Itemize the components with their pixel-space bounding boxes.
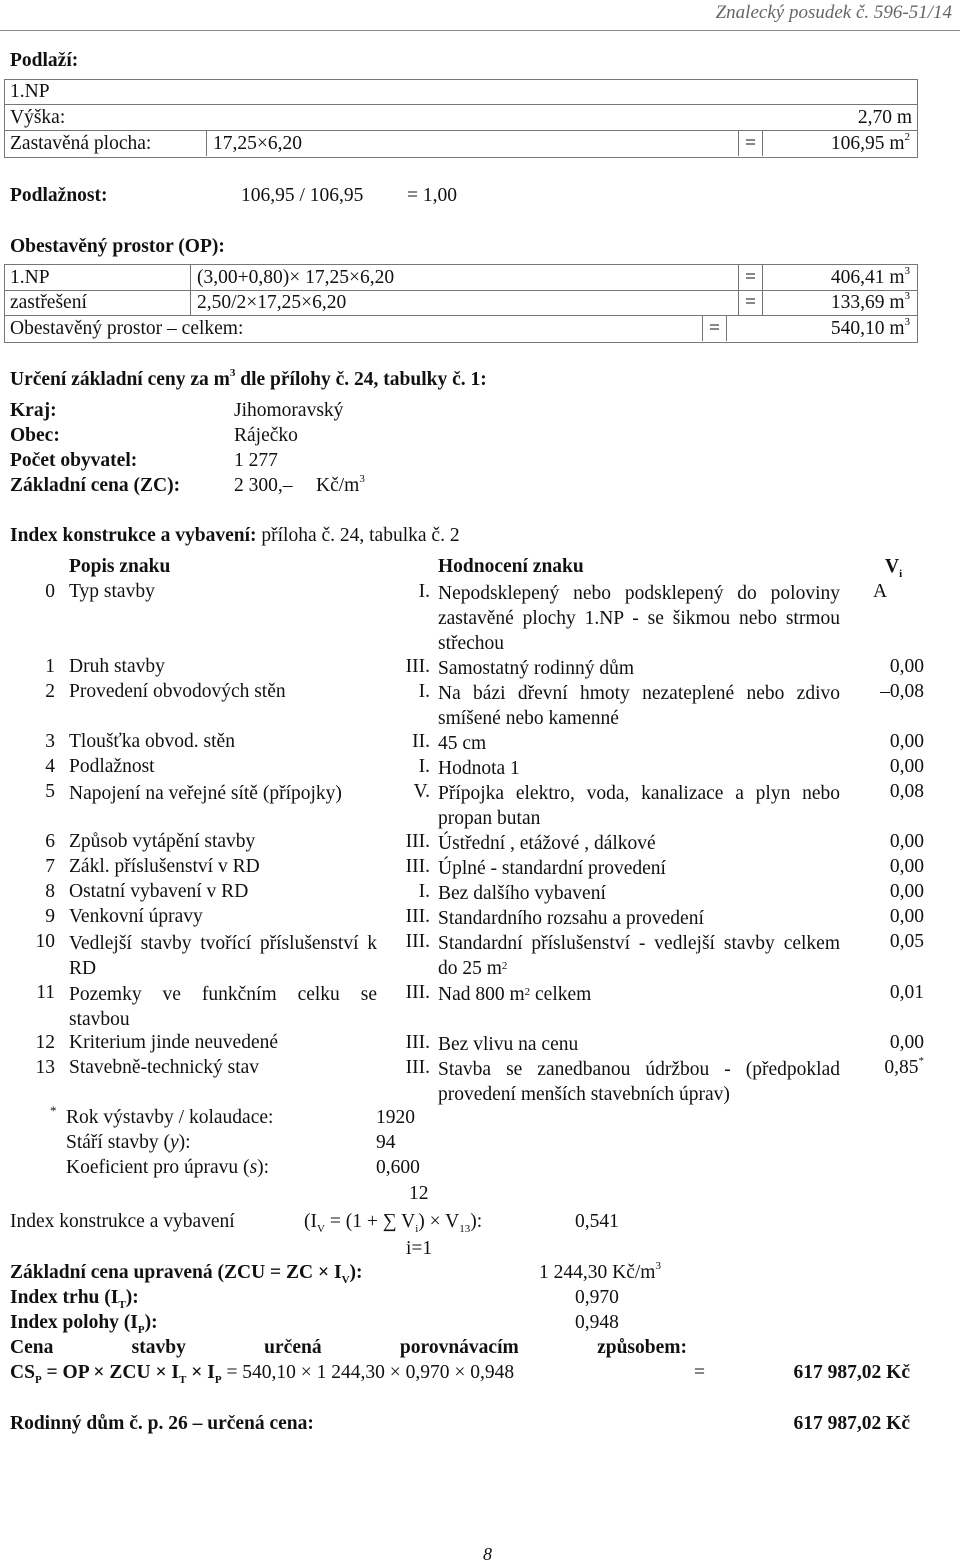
row-popis: Venkovní úpravy [69,906,203,927]
row-vi-text: 0,00 [889,1032,924,1053]
col-hodnoceni: Hodnocení znaku [438,556,584,577]
op-row-divider [5,315,917,316]
row-popis: Zákl. příslušenství v RD [69,856,260,877]
csp-eq: = [694,1362,705,1383]
row-vi [890,1032,924,1054]
row-roman: II. [412,731,430,752]
row-hodnoceni-text: 45 cm [438,733,487,754]
koef-label-a: Koeficient pro úpravu ( [66,1157,250,1178]
pocet-value: 1 277 [234,450,278,471]
stari-label [66,1132,191,1154]
row-hodnoceni-a: Nad 800 m [438,984,525,1005]
height-label: Výška: [10,107,66,128]
pol-label-a: Index polohy (I [10,1312,138,1333]
row-vi-text: 0,00 [889,731,924,752]
csp-b: = OP × ZCU × I [41,1362,180,1383]
op-row-exp: 3 [904,265,910,277]
row-hodnoceni [438,781,840,831]
row-hodnoceni-exp: 2 [524,986,531,998]
base-price-heading [10,369,487,391]
row-vi-text: 0,01 [889,982,924,1003]
row-vi-text: 0,00 [889,831,924,852]
row-hodnoceni-exp: 2 [501,960,508,972]
op-row-eq: = [745,267,756,288]
op-row-value [831,292,910,314]
row-vi [890,931,924,953]
row-vi-text: –0,08 [880,681,924,702]
floors-col-divider [738,131,739,156]
row-roman: III. [405,656,430,677]
op-col-divider [702,316,703,341]
koef-label [66,1157,269,1179]
page-number: 8 [483,1544,492,1564]
csp-a: CS [10,1362,35,1383]
header-rule [0,30,960,31]
formula-expr-b: = (1 + ∑ V [324,1211,416,1232]
age-star: * [50,1103,57,1118]
row-popis: Kriterium jinde neuvedené [69,1032,279,1053]
sum-upper: 12 [409,1183,429,1204]
row-vi [890,731,924,753]
row-number: 3 [45,731,55,752]
row-number: 7 [45,856,55,877]
row-roman: I. [418,881,430,902]
pol-sub: P [137,1323,145,1336]
row-roman: I. [418,581,430,602]
row-hodnoceni-text: Nepodsklepený nebo podsklepený do poloviny zastavěné plochy 1.NP - se šikmou nebo strmou střechou [438,583,840,654]
row-vi-text: 0,00 [889,756,924,777]
row-vi-text: A [872,581,888,602]
op-col-divider [726,316,727,341]
area-eq: = [745,133,756,154]
row-hodnoceni [438,931,840,981]
row-vi [860,581,900,603]
kraj-value: Jihomoravský [234,400,344,421]
row-vi [890,781,924,803]
col-popis: Popis znaku [69,556,171,577]
row-vi [890,881,924,903]
row-roman: III. [405,982,430,1003]
obec-value: Ráječko [234,425,298,446]
op-row-divider [5,290,917,291]
floors-heading: Podlaží: [10,50,79,71]
row-hodnoceni-text: Stavba se zanedbanou údržbou - (předpoklad provedení menších stavebních úprav) [438,1059,840,1105]
row-number: 2 [45,681,55,702]
area-value-text: 106,95 m [830,133,905,154]
op-col-divider [762,265,763,315]
row-hodnoceni-text: Na bázi dřevní hmoty nezateplené nebo zdivo smíšené nebo kamenné [438,683,840,729]
pol-value: 0,948 [575,1312,619,1333]
formula-expr-c: ) × V [418,1211,460,1232]
col-vi-text: V [885,556,900,577]
row-hodnoceni-text: Standardního rozsahu a provedení [438,908,704,929]
koef-label-end: ): [257,1157,270,1178]
formula-expr-sub2: i [415,1222,419,1235]
final-label: Rodinný dům č. p. 26 – určená cena: [10,1413,314,1434]
row-roman: III. [405,831,430,852]
op-row-exp: 3 [904,290,910,302]
row-number: 6 [45,831,55,852]
area-value [831,133,910,155]
cena-label: Cena stavby určená porovnávacím způsobem: [10,1337,687,1358]
op-total-value-text: 540,10 m [830,318,905,339]
row-hodnoceni [438,982,840,1007]
row-popis: Typ stavby [69,581,155,602]
op-total-exp: 3 [904,316,910,328]
op-row-value-text: 133,69 m [830,292,905,313]
stari-label-end: ): [178,1132,191,1153]
zcu-sub: V [341,1273,350,1286]
row-number: 11 [36,982,55,1003]
height-value: 2,70 m [857,107,912,128]
row-number: 5 [45,781,55,802]
row-hodnoceni-text: Hodnota 1 [438,758,520,779]
row-vi-text: 0,85 [884,1057,919,1078]
col-vi [885,556,902,580]
zc-value: 2 300,– [234,475,293,496]
csp-d: = 540,10 × 1 244,30 × 0,970 × 0,948 [221,1362,515,1383]
kraj-label: Kraj: [10,400,57,421]
op-row-value [831,267,910,289]
pol-label [10,1312,158,1336]
row-number: 4 [45,756,55,777]
zcu-value-exp: 3 [655,1260,661,1272]
row-vi [890,831,924,853]
koef-var: s [249,1157,258,1178]
base-price-heading-exp: 3 [229,367,236,379]
row-vi [880,681,924,703]
base-price-heading-a: Určení základní ceny za m [10,369,230,390]
row-number: 1 [45,656,55,677]
formula-expr-a: (I [304,1211,317,1232]
floors-row-divider [5,130,917,131]
pol-label-end: ): [144,1312,158,1333]
row-roman: III. [405,906,430,927]
row-popis: Tloušťka obvod. stěn [69,731,235,752]
zcu-value-text: 1 244,30 Kč/m [539,1262,656,1283]
row-hodnoceni-b: celkem [530,984,592,1005]
obec-label: Obec: [10,425,60,446]
index-heading-rest: příloha č. 24, tabulka č. 2 [256,525,460,546]
zc-label: Základní cena (ZC): [10,475,181,496]
op-row-formula: 2,50/2×17,25×6,20 [197,292,347,313]
trh-label-a: Index trhu (I [10,1287,119,1308]
row-vi-exp: * [918,1055,924,1067]
row-hodnoceni-text: Bez dalšího vybavení [438,883,606,904]
area-label: Zastavěná plocha: [10,133,152,154]
zcu-label-a: Základní cena upravená (ZCU = ZC × I [10,1262,342,1283]
row-number: 13 [35,1057,55,1078]
row-number: 8 [45,881,55,902]
row-hodnoceni [438,756,840,781]
final-value: 617 987,02 Kč [793,1413,910,1434]
formula-label: Index konstrukce a vybavení [10,1211,235,1232]
row-hodnoceni [438,656,840,681]
csp-sub2: T [179,1373,187,1386]
rok-value: 1920 [376,1107,415,1128]
stari-value: 94 [376,1132,396,1153]
csp-formula [10,1362,514,1386]
formula-expr-sub3: 13 [459,1222,471,1235]
trh-sub: T [118,1298,126,1311]
csp-value: 617 987,02 Kč [793,1362,910,1383]
row-popis: Pozemky ve funkčním celku se stavbou [69,984,377,1030]
row-hodnoceni [438,881,840,906]
podlaznost-label: Podlažnost: [10,185,108,206]
zcu-label [10,1262,363,1286]
floor-name: 1.NP [10,81,50,102]
row-vi-text: 0,00 [889,856,924,877]
csp-c: × I [186,1362,215,1383]
op-total-eq: = [709,318,720,339]
trh-label [10,1287,139,1311]
op-total-value [831,318,910,340]
op-row-value-text: 406,41 m [830,267,905,288]
formula-expr-sub: V [317,1222,325,1235]
row-hodnoceni [438,1032,840,1057]
row-roman: III. [405,856,430,877]
op-row-label: 1.NP [10,267,50,288]
op-col-divider [738,265,739,315]
formula-expr [304,1211,482,1235]
csp-sub3: P [214,1373,222,1386]
op-row-formula: (3,00+0,80)× 17,25×6,20 [197,267,395,288]
area-formula: 17,25×6,20 [213,133,302,154]
row-vi [890,906,924,928]
stari-var: y [169,1132,179,1153]
formula-value: 0,541 [575,1211,619,1232]
formula-expr-d: ): [470,1211,483,1232]
area-exp: 2 [904,131,910,143]
row-vi-text: 0,00 [889,656,924,677]
row-vi-text: 0,00 [889,906,924,927]
row-hodnoceni [438,906,840,931]
op-total-label: Obestavěný prostor – celkem: [10,318,244,339]
row-vi [890,656,924,678]
op-row-label: zastřešení [10,292,87,313]
op-col-divider [190,265,191,315]
zcu-label-end: ): [349,1262,363,1283]
row-roman: I. [418,681,430,702]
row-roman: III. [405,1057,430,1078]
row-vi-text: 0,00 [889,881,924,902]
floors-col-divider [206,131,207,156]
row-vi-text: 0,05 [889,931,924,952]
row-vi [890,856,924,878]
row-hodnoceni-text: Bez vlivu na cenu [438,1034,579,1055]
row-vi [890,982,924,1004]
row-hodnoceni [438,581,840,656]
trh-value: 0,970 [575,1287,619,1308]
row-number: 0 [45,581,55,602]
row-roman: III. [405,931,430,952]
row-number: 12 [35,1032,55,1053]
rok-label: Rok výstavby / kolaudace: [66,1107,274,1128]
col-vi-sub: i [899,567,903,580]
row-popis: Druh stavby [69,656,165,677]
op-row-eq: = [745,292,756,313]
row-popis: Napojení na veřejné sítě (přípojky) [69,783,342,804]
zc-unit [316,475,365,497]
zcu-value [539,1262,661,1284]
zc-unit-exp: 3 [359,473,365,485]
row-hodnoceni-text: Ústřední , etážové , dálkové [438,833,656,854]
row-popis: Způsob vytápění stavby [69,831,256,852]
csp-sub: P [34,1373,42,1386]
zc-unit-text: Kč/m [316,475,360,496]
row-popis: Vedlejší stavby tvořící příslušenství k RD [69,933,377,979]
row-hodnoceni-text: Standardní příslušenství - vedlejší stavby celkem do 25 m [438,933,840,979]
floors-col-divider [762,131,763,156]
row-popis: Ostatní vybavení v RD [69,881,249,902]
row-hodnoceni [438,1057,840,1107]
row-number: 10 [35,931,55,952]
sum-lower: i=1 [406,1238,433,1259]
row-vi-text: 0,08 [889,781,924,802]
podlaznost-result: = 1,00 [407,185,457,206]
base-price-heading-b: dle přílohy č. 24, tabulky č. 1: [235,369,487,390]
stari-label-a: Stáří stavby ( [66,1132,170,1153]
podlaznost-formula: 106,95 / 106,95 [241,185,364,206]
trh-label-end: ): [125,1287,139,1308]
row-hodnoceni [438,856,840,881]
row-hodnoceni-text: Samostatný rodinný dům [438,658,635,679]
row-hodnoceni [438,831,840,856]
row-hodnoceni [438,681,840,731]
row-hodnoceni-text: Úplné - standardní provedení [438,858,666,879]
row-vi [884,1057,924,1079]
row-popis: Stavebně-technický stav [69,1057,260,1078]
pocet-label: Počet obyvatel: [10,450,138,471]
row-popis: Provedení obvodových stěn [69,681,286,702]
op-heading: Obestavěný prostor (OP): [10,236,225,257]
row-popis: Podlažnost [69,756,155,777]
floors-row-divider [5,104,917,105]
row-vi [890,756,924,778]
index-heading [10,525,460,547]
koef-value: 0,600 [376,1157,420,1178]
document-header-title: Znalecký posudek č. 596-51/14 [715,2,952,23]
row-roman: V. [413,781,430,802]
index-heading-bold: Index konstrukce a vybavení: [10,525,257,546]
row-roman: I. [418,756,430,777]
row-number: 9 [45,906,55,927]
row-hodnoceni [438,731,840,756]
row-roman: III. [405,1032,430,1053]
row-hodnoceni-text: Přípojka elektro, voda, kanalizace a plyn nebo propan butan [438,783,840,829]
